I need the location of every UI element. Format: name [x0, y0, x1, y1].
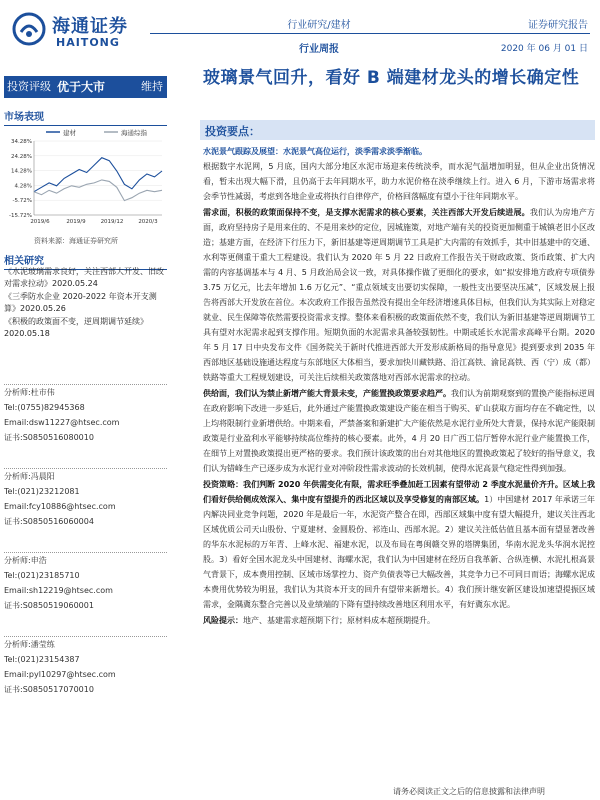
analyst-tel: Tel:(021)23154387 [4, 655, 80, 664]
report-title: 玻璃景气回升，看好 B 端建材龙头的增长确定性 [203, 68, 580, 88]
paragraph-strategy [203, 477, 595, 612]
paragraph-text: 根据数字水泥网，5 月底，国内大部分地区水泥市场迎来传统淡季，而水泥气温增加明显，但从企业出货情况看，暂未出现大幅下滑，且仍高于去年同期水平，助力水泥价格在淡季继续上行。进入 6 月，下游市场需求将会季节性减弱，考虑到各地企业或将执行自律停产，价格回落幅度有望小于往年同期水平。 [203, 162, 595, 201]
rating-action: 维持 [141, 80, 163, 93]
related-item[interactable]: 《三季防水企业 2020-2022 年资本开支测算》2020.05.26 [4, 292, 157, 313]
paragraph-text: 地产、基建需求超预期下行；原材料成本超预期提升。 [243, 616, 435, 625]
legend-label: 建材 [63, 129, 76, 137]
analyst-block [4, 634, 167, 697]
series-line [34, 180, 162, 201]
paragraph-supply [203, 386, 595, 476]
footer-disclaimer: 请务必阅读正文之后的信息披露和法律声明 [393, 787, 545, 796]
chart-y-ticks [9, 139, 162, 219]
paragraph-lead: 风险提示： [203, 616, 243, 625]
y-tick-label: 4.28% [14, 183, 32, 190]
haitong-logo-mark-icon [12, 12, 46, 46]
analyst-email[interactable]: Email:fcy10886@htsec.com [4, 502, 116, 511]
x-tick-label: 2019/12 [100, 219, 124, 225]
x-tick-label: 2019/6 [30, 219, 50, 225]
rating-bar [4, 76, 167, 98]
haitong-logo [12, 12, 132, 52]
key-points-bar [200, 120, 595, 140]
paragraph-risk [203, 613, 595, 628]
logo-text-cn: 海通证券 [52, 16, 128, 37]
category-label: 行业研究/建材 [287, 20, 351, 31]
analyst-email[interactable]: Email:pyl10297@htsec.com [4, 670, 116, 679]
market-section-label: 市场表现 [4, 108, 167, 126]
paragraph-lead: 水泥景气跟踪及展望：水泥景气高位运行，淡季需求淡季渐临。 [203, 147, 427, 156]
paragraph-cement-outlook [203, 144, 595, 204]
series-line [34, 158, 162, 192]
related-list [4, 264, 167, 339]
x-tick-label: 2019/9 [66, 219, 86, 225]
report-body [203, 144, 595, 629]
analyst-email[interactable]: Email:dsw11227@htsec.com [4, 418, 120, 427]
report-header [0, 0, 600, 62]
y-tick-label: -15.72% [9, 213, 32, 219]
header-category [274, 16, 364, 55]
analyst-block [4, 550, 167, 613]
chart-x-ticks [30, 219, 158, 225]
y-tick-label: 14.28% [11, 168, 32, 175]
logo-text-en: HAITONG [56, 36, 120, 49]
report-date: 2020 年 06 月 01 日 [500, 44, 588, 54]
paragraph-text: 1）中国建材 2017 年承诺三年内解决同业竞争问题，2020 年是最后一年，水泥资产整合在即，西部区域集中度有望大幅提升，建议关注西北区域优质公司天山股份、宁夏建材、金圆股份、祁连山、西部水泥。2）建议关注低估值且基本面有望显著改善的华东水泥标的万年青、上峰水泥、福建水泥，以及布局在粤闽赣交界的塔牌集团，华南水泥龙头华润水泥控股。3）看好全国水泥龙头中国建材、海螺水泥，我们认为中国建材在经历自我革新、合纵连横、水泥扎根高景气背景下，成本费用控制、区域市场掌控力、资产负债表等已大幅改善，其竞争力已不可同日而语；海螺水泥成本费用优势较为明显，我们认为其资本开支的回升有望带来新增长。4）我们预计继安新区建设加速望提振区域需求，金隅冀东整合完善以及业绩端的下降有望持续改善地区利用水平，有好冀东水泥。 [203, 495, 595, 609]
paragraph-text: 我们认为前期观察到的置换产能指标逆周在政府影响下改进一步延后，此外通过产能置换政策建设产能在相当于购买、矿山获取方面均存在不确定性，以上均将限制行业新增供给。中期来看，严禁备案和新建扩大产能依然是水泥行业所处大背景，保持水泥产能限制政策是行业盈利水平能够持续高位维持的核心要素。此外，4 月 20 日广西工信厅暂停水泥行业产能置换工作，在细节上对置换政策提出更严格的要求。我们预计该政策的出台对其他地区的置换政策起了较好的指导意义，我们认为错峰生产已逐步成为水泥行业对冲阶段性需求波动的长效机制，使得水泥高景气稳定性得到加强。 [203, 389, 595, 473]
analyst-cert: 证书:S0850516060004 [4, 517, 94, 526]
report-type-label: 行业周报 [299, 44, 339, 55]
analyst-name: 分析师:申浩 [4, 556, 47, 565]
paragraph-lead: 需求面，积极的政策面保持不变，是支撑水泥需求的核心要素，关注西部大开发后续进展。 [203, 208, 530, 217]
analyst-block [4, 382, 167, 445]
analyst-cert: 证书:S0850517070010 [4, 685, 94, 694]
y-tick-label: -5.72% [12, 198, 32, 205]
key-points-label: 投资要点： [205, 125, 260, 138]
paragraph-lead: 供给面，我们认为禁止新增产能大背景未变，产能置换政策要求趋严。 [203, 389, 451, 398]
related-section-label: 相关研究 [4, 252, 167, 270]
y-tick-label: 34.28% [11, 139, 32, 145]
analyst-block [4, 466, 167, 529]
report-kind-label: 证券研究报告 [528, 20, 588, 31]
x-tick-label: 2020/3 [138, 219, 158, 225]
header-right [478, 16, 588, 54]
analyst-tel: Tel:(0755)82945368 [4, 403, 85, 412]
related-item[interactable]: 《水泥玻璃需求良好，关注西部大开发、旧改对需求拉动》2020.05.24 [4, 267, 164, 288]
analyst-tel: Tel:(021)23185710 [4, 571, 80, 580]
analyst-name: 分析师:潘莹练 [4, 640, 55, 649]
analyst-tel: Tel:(021)23212081 [4, 487, 80, 496]
chart-lines [34, 158, 162, 201]
analyst-cert: 证书:S0850516080010 [4, 433, 94, 442]
chart-source: 资料来源：海通证券研究所 [34, 237, 118, 245]
related-item[interactable]: 《积极的政策面不变，逆周期调节延续》2020.05.18 [4, 317, 148, 338]
paragraph-text: 我们认为房地产方面，政府坚持房子是用来住的、不是用来炒的定位，因城施策，对地产端有关的投资更加侧重于城镇老旧小区改造；基建方面，在经济下行压力下，新旧基建等逆周期调节工具是扩大内需的有效抓手，其中旧基建中的交通、水利等更侧重于重大工程建设。我们认为 2020 年 5 月 22 日政府工作报告关于财政政策、货币政策、扩大内需的内容基调基本与 4 月、5 月政治局会议一致，对具体操作做了更细化的要求，如“拟安排地方政府专项债券 3.75 万亿元，比去年增加 1.6 万亿元”、“重点领域支出要切实保障，一般性支出要坚决压减”，区域发展上报告将西部大开发放在首位。本次政府工作报告虽然没有提出全年经济增速具体目标，但我们认为其实际上对稳定就业、民生保障等依然需要投资需求支撑。整体来看积极的政策面依然不变，我们认为新旧基建等逆周期调节工具有望对水泥需求起到支撑作用。短期负面的水泥需求具备较强韧性。中期或延长水泥需求高峰平台期。2020 年 5 月 17 日中央发布文件《国务院关于新时代推进西部大开发形成新格局的指导意见》提到要求到 2035 年西部地区基础设施通达程度与东部地区大体相当，要求加快川藏铁路、沿江高铁、渝昆高铁、西（宁）成（都）铁路等重大工程规划建设，可关注后续相关政策落地对西部水泥需求的拉动。 [203, 208, 596, 382]
market-performance-chart [4, 127, 167, 227]
chart-legend [46, 128, 148, 137]
analyst-name: 分析师:冯晨阳 [4, 472, 55, 481]
analyst-email[interactable]: Email:sh12219@htsec.com [4, 586, 113, 595]
analyst-name: 分析师:杜市伟 [4, 388, 55, 397]
rating-label: 投资评级 [7, 80, 51, 93]
y-tick-label: 24.28% [11, 153, 32, 160]
paragraph-lead: 投资策略：我们判断 2020 年供需变化有限，需求旺季叠加赶工因素有望带动 2 季度水泥量价齐升。区域上我们看好供给侧成效深入、集中度有望提升的西北区域以及享受修复的南部区域。 [203, 480, 595, 504]
legend-label: 海通综指 [121, 129, 147, 137]
paragraph-demand [203, 205, 595, 385]
rating-value: 优于大市 [57, 80, 106, 94]
analyst-cert: 证书:S0850519060001 [4, 601, 94, 610]
